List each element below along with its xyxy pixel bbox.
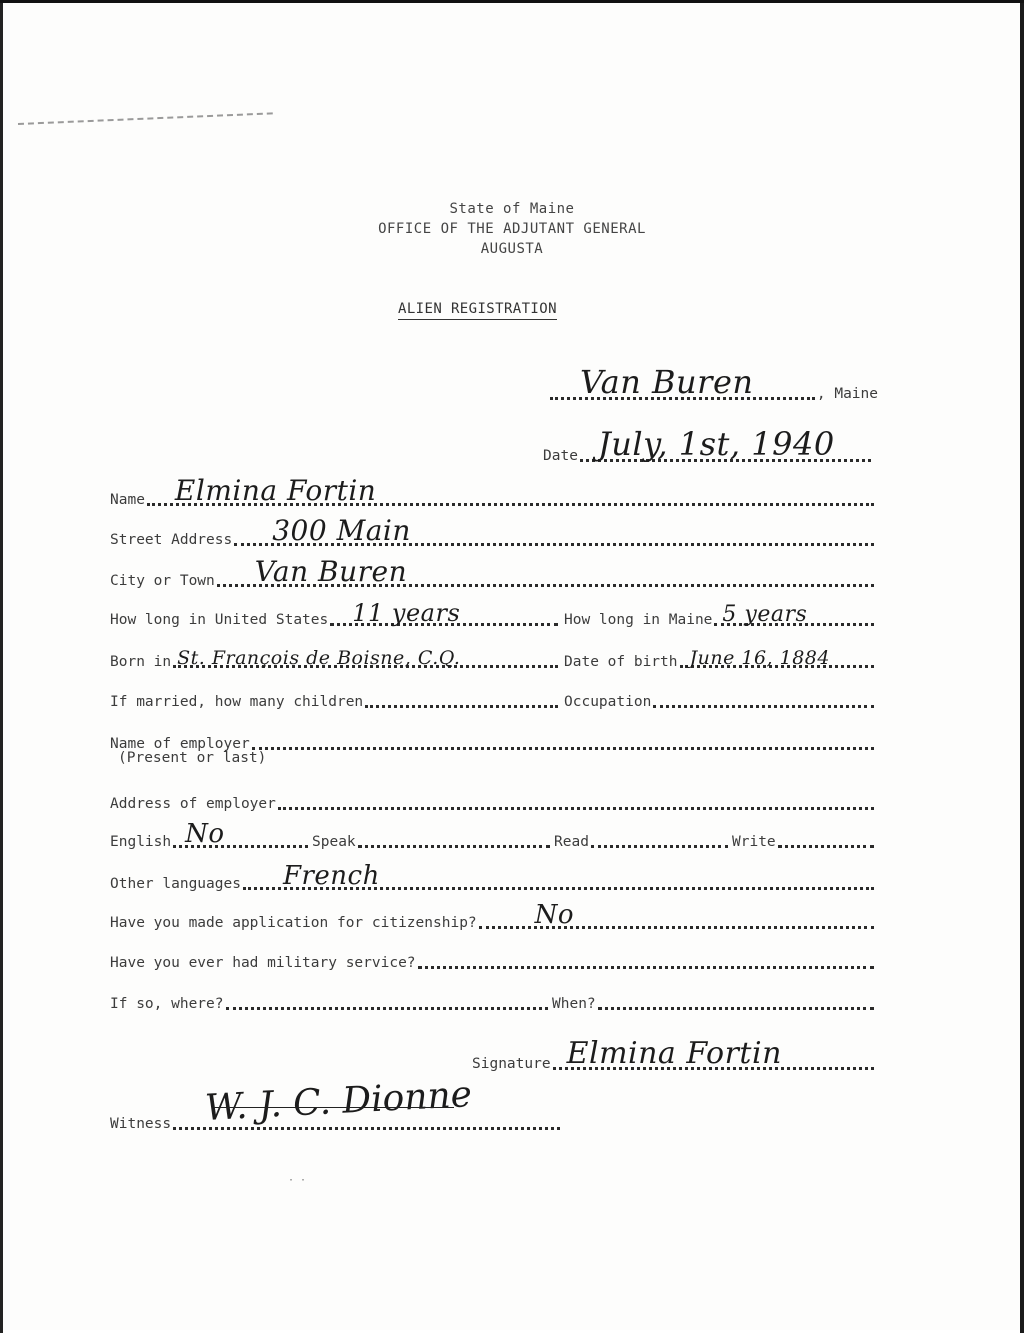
children-dots (365, 705, 558, 708)
born-row (110, 641, 560, 671)
citizenship-label: Have you made application for citizenship? (110, 915, 477, 931)
where-row (110, 983, 550, 1013)
read-row (554, 821, 730, 851)
citizenship-dots (479, 900, 874, 930)
signature-dots (553, 1036, 874, 1071)
form-title: ALIEN REGISTRATION (398, 301, 557, 320)
us-years-dots (330, 599, 558, 627)
signature-label: Signature (472, 1056, 551, 1072)
employer-sublabel: (Present or last) (118, 750, 267, 766)
street-label: Street Address (110, 532, 233, 548)
employer-address-row (110, 783, 876, 813)
state-label: , Maine (816, 386, 878, 402)
where-dots (226, 1007, 549, 1010)
us-years-value: 11 years (352, 599, 461, 627)
when-dots (598, 1007, 874, 1010)
date-row (543, 425, 873, 465)
street-dots (234, 514, 874, 547)
dob-row (564, 641, 876, 671)
stray-pencil-line (18, 112, 273, 125)
born-dots (173, 647, 558, 669)
employer-row (110, 723, 876, 753)
occupation-label: Occupation (564, 694, 652, 710)
letterhead-office: OFFICE OF THE ADJUTANT GENERAL (378, 221, 646, 237)
military-label: Have you ever had military service? (110, 955, 416, 971)
name-dots (147, 474, 874, 507)
military-dots (418, 966, 874, 969)
maine-years-dots (714, 602, 874, 627)
born-label: Born in (110, 654, 172, 670)
name-value: Elmina Fortin (174, 474, 377, 507)
children-row (110, 681, 560, 711)
read-label: Read (554, 834, 589, 850)
letterhead-city: AUGUSTA (480, 241, 544, 257)
speak-dots (358, 845, 550, 848)
letterhead-state: State of Maine (449, 201, 575, 217)
when-label: When? (552, 996, 596, 1012)
street-value: 300 Main (272, 514, 411, 547)
us-years-label: How long in United States (110, 612, 329, 628)
employer-dots (252, 747, 874, 750)
citizenship-value: No (534, 900, 575, 930)
other-languages-value: French (282, 861, 380, 891)
witness-label: Witness (110, 1116, 172, 1132)
city-dots (217, 555, 874, 588)
dob-value: June 16, 1884 (689, 647, 830, 669)
date-dots (580, 425, 871, 463)
name-label: Name (110, 492, 145, 508)
witness-strike-line (214, 1107, 454, 1108)
when-row (552, 983, 876, 1013)
city-row (110, 555, 876, 590)
name-row (110, 474, 876, 509)
occupation-row (564, 681, 876, 711)
write-dots (778, 845, 874, 848)
employer-address-label: Address of employer (110, 796, 276, 812)
speak-row (312, 821, 552, 851)
english-value: No (185, 819, 225, 849)
date-value: July, 1st, 1940 (597, 425, 835, 463)
english-dots (173, 819, 308, 849)
signature-value: Elmina Fortin (566, 1036, 782, 1071)
us-years-row (110, 599, 560, 629)
maine-years-label: How long in Maine (564, 612, 713, 628)
occupation-dots (653, 705, 874, 708)
speak-label: Speak (312, 834, 356, 850)
date-label: Date (543, 448, 578, 464)
street-row (110, 514, 876, 549)
write-row (732, 821, 876, 851)
maine-years-value: 5 years (722, 602, 808, 627)
witness-signature: W. J. C. Dionne (204, 1074, 473, 1129)
military-row (110, 942, 876, 972)
employer-address-dots (278, 807, 874, 810)
citizenship-row (110, 902, 876, 932)
town-value: Van Buren (580, 363, 754, 401)
other-languages-dots (243, 861, 874, 891)
other-languages-label: Other languages (110, 876, 241, 892)
signature-row (472, 1036, 876, 1073)
children-label: If married, how many children (110, 694, 364, 710)
write-label: Write (732, 834, 776, 850)
town-dots (550, 363, 815, 401)
dob-label: Date of birth (564, 654, 678, 670)
employer-label: Name of employer (110, 736, 250, 752)
city-label: City or Town (110, 573, 215, 589)
english-row (110, 821, 310, 851)
city-value: Van Buren (254, 555, 408, 588)
dob-dots (680, 647, 875, 669)
letterhead (0, 199, 1024, 259)
english-label: English (110, 834, 172, 850)
town-row (548, 363, 878, 403)
maine-years-row (564, 599, 876, 629)
where-label: If so, where? (110, 996, 224, 1012)
scan-specks: · · (288, 1175, 307, 1186)
other-languages-row (110, 863, 876, 893)
born-value: St. François de Boisne, C.Q. (177, 647, 461, 669)
read-dots (591, 845, 728, 848)
